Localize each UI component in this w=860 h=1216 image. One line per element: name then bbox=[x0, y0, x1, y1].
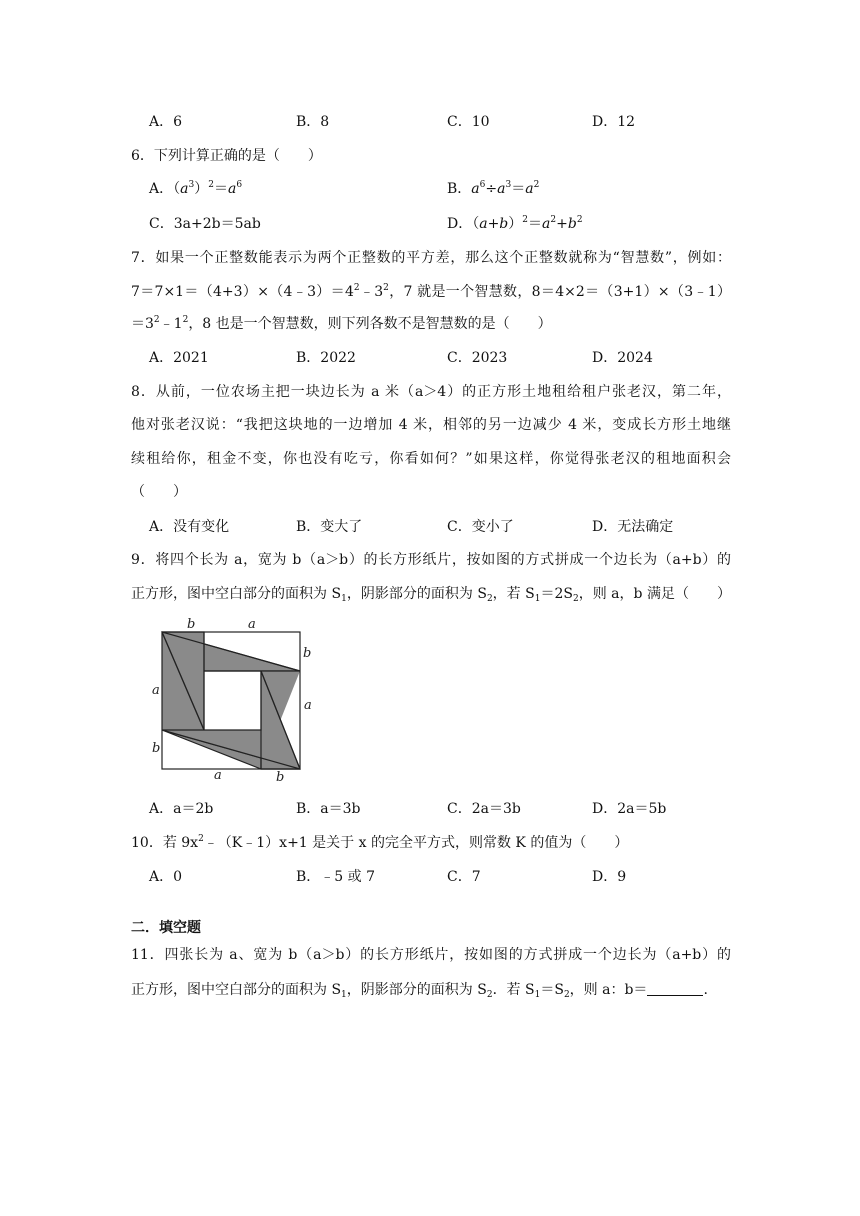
q7-option-d: D．2024 bbox=[592, 350, 653, 366]
q8-option-a: A．没有变化 bbox=[149, 519, 230, 535]
label-top-a: a bbox=[248, 617, 256, 632]
q11-line-1: 11．四张长为 a、宽为 b（a＞b）的长方形纸片，按如图的方式拼成一个边长为（a+b）的 bbox=[131, 947, 731, 963]
label-right-a: a bbox=[304, 698, 312, 713]
q10-stem: 10．若 $9x^2﹣(K﹣1)x+1$ 是关于 x 的完全平方式，则常数 K 的值为（ ） bbox=[131, 834, 629, 851]
q8-line-1: 8．从前，一位农场主把一块边长为 a 米（a＞4）的正方形土地租给租户张老汉，第二年， bbox=[131, 384, 731, 400]
q5-option-a: A．6 bbox=[149, 114, 183, 130]
q8-option-b: B．变大了 bbox=[296, 519, 363, 535]
q7-line-1: 7．如果一个正整数能表示为两个正整数的平方差，那么这个正整数就称为“智慧数”，例如： bbox=[131, 250, 731, 266]
q10-option-a: A．0 bbox=[149, 869, 183, 885]
label-bottom-b: b bbox=[276, 770, 285, 785]
q6-option-b: B．$a^6\div a^3=a^2$ bbox=[447, 180, 540, 197]
q8-option-c: C．变小了 bbox=[447, 519, 514, 535]
q8-line-3: 续租给你，租金不变，你也没有吃亏，你看如何？”如果这样，你觉得张老汉的租地面积会 bbox=[131, 451, 731, 467]
q8-line-2: 他对张老汉说：“我把这块地的一边增加 4 米，相邻的另一边减少 4 米，变成长方形土地继 bbox=[131, 417, 731, 433]
q9-line-2: 正方形，图中空白部分的面积为 $S_1$，阴影部分的面积为 $S_2$，若 $S_1=2S_2$，则 a，b 满足（ ） bbox=[131, 586, 731, 604]
q7-option-c: C．2023 bbox=[447, 350, 508, 366]
q6-option-a: A．$(a^3)^2=a^6$ bbox=[149, 180, 243, 197]
q10-option-d: D．9 bbox=[592, 869, 627, 885]
label-right-b: b bbox=[303, 646, 312, 661]
q8-option-d: D．无法确定 bbox=[592, 519, 674, 535]
q5-option-d: D．12 bbox=[592, 114, 636, 130]
q9-figure bbox=[150, 615, 320, 785]
answer-blank[interactable] bbox=[647, 981, 703, 996]
q5-option-b: B．8 bbox=[296, 114, 330, 130]
label-left-a: a bbox=[152, 683, 160, 698]
q11-line-2: 正方形，图中空白部分的面积为 $S_1$，阴影部分的面积为 $S_2$．若 $S_1=S_2$，则 a：b＝ . bbox=[131, 982, 708, 1000]
q9-line-1: 9．将四个长为 a，宽为 b（a＞b）的长方形纸片，按如图的方式拼成一个边长为（a+b）的 bbox=[131, 552, 731, 568]
q9-option-b: B．a＝3b bbox=[296, 801, 361, 817]
q7-line-3: $=3^2﹣1^2$，8 也是一个智慧数，则下列各数不是智慧数的是（ ） bbox=[131, 315, 552, 332]
label-left-b: b bbox=[152, 741, 161, 756]
q6-stem: 6．下列计算正确的是（ ） bbox=[131, 148, 322, 164]
q8-line-4: （ ） bbox=[131, 484, 187, 500]
q10-option-b: B．﹣5 或 7 bbox=[296, 869, 376, 885]
q6-option-c: C．3a+2b＝5ab bbox=[149, 216, 261, 232]
q9-option-c: C．2a＝3b bbox=[447, 801, 521, 817]
q9-option-a: A．a＝2b bbox=[149, 801, 214, 817]
q5-option-c: C．10 bbox=[447, 114, 490, 130]
q10-option-c: C．7 bbox=[447, 869, 481, 885]
q7-option-b: B．2022 bbox=[296, 350, 356, 366]
q7-line-2: $7=7\times 1=(4+3)\times(4﹣3)=4^2﹣3^2$，7 就是一个智慧数，8＝4×2＝（3+1）×（3﹣1） bbox=[131, 283, 731, 300]
label-bottom-a: a bbox=[214, 768, 222, 783]
q9-option-d: D．2a＝5b bbox=[592, 801, 667, 817]
section-heading: 二．填空题 bbox=[131, 920, 201, 936]
q7-option-a: A．2021 bbox=[149, 350, 209, 366]
q6-option-d: D．$(a+b)^2=a^2+b^2$ bbox=[447, 215, 583, 232]
label-top-b: b bbox=[187, 617, 196, 632]
